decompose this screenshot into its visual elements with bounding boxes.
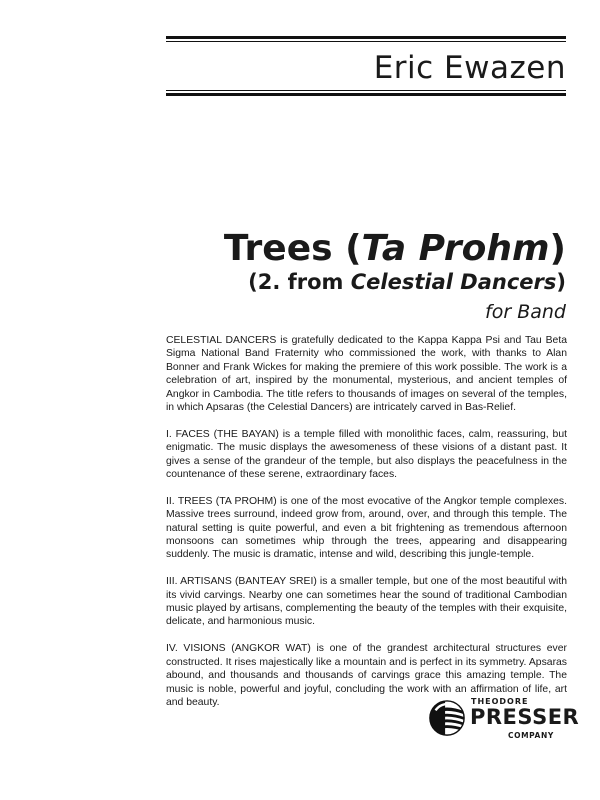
presser-globe-icon — [428, 699, 466, 737]
title-italic: Ta Prohm — [361, 228, 550, 269]
top-rule-thin — [166, 41, 566, 42]
mid-rule-thin — [166, 90, 566, 91]
note-dedication: CELESTIAL DANCERS is gratefully dedicated to the Kappa Kappa Psi and Tau Beta Sigma National Band Fraternity who commissioned the work, with thanks to Alan Bonner and Frank Wickes for making the premiere of this work possible. The work is a celebration of art, inspired by the monumental, mysterious, and ancient temples of Angkor in Cambodia. The title refers to thousands of images on several of the temples, in which Apsaras (the Celestial Dancers) are intricately carved in Bas-Relief. — [166, 335, 567, 414]
subtitle-close: ) — [556, 270, 566, 294]
piece-subtitle — [248, 270, 566, 294]
piece-title — [224, 228, 566, 269]
publisher-logo — [428, 693, 580, 745]
program-notes — [166, 334, 567, 723]
note-trees: II. TREES (TA PROHM) is one of the most evocative of the Angkor temple complexes. Massive trees surround, indeed grow from, around, over, and through this temple. The natural setting is quite powerful, and even a bit frightening as tremendous afternoon monsoons can sometimes whip through the trees, appearing and disappearing suddenly. The music is dramatic, intense and wild, describing this jungle-temple. — [166, 495, 567, 561]
mid-rule-thick — [166, 93, 566, 96]
note-artisans: III. ARTISANS (BANTEAY SREI) is a smaller temple, but one of the most beautiful with its vivid carvings. Nearby one can sometimes hear the sound of traditional Cambodian music played by artisans, complementing the beauty of the temples with their exquisite, delicate, and harmonious music. — [166, 576, 567, 628]
publisher-line-main: PRESSER — [470, 705, 580, 729]
publisher-line-top: THEODORE — [471, 697, 529, 706]
subtitle-text: (2. from — [248, 270, 351, 294]
note-visions: IV. VISIONS (ANGKOR WAT) is one of the grandest architectural structures ever constructed. It rises majestically like a mountain and is perfect in its symmetry. Apsaras abound, and thousands and thousands of carvings grace this amazing temple. The music is noble, powerful and joyful, concluding the work with an affirmation of life, art and beauty. — [166, 643, 567, 708]
composer-name: Eric Ewazen — [373, 50, 566, 86]
note-faces: I. FACES (THE BAYAN) is a temple filled with monolithic faces, calm, reassuring, but enigmatic. The music displays the awesomeness of these visions of a distant past. It gives a sense of the grandeur of the temple, but also displays the peacefulness in the countenance of these serene, extraordinary faces. — [166, 428, 567, 481]
scoring-line: for Band — [485, 301, 566, 323]
top-rule-thick — [166, 36, 566, 39]
title-close: ) — [549, 228, 566, 269]
publisher-line-bottom: COMPANY — [508, 731, 554, 740]
subtitle-italic: Celestial Dancers — [350, 270, 557, 294]
title-text: Trees ( — [223, 228, 362, 269]
